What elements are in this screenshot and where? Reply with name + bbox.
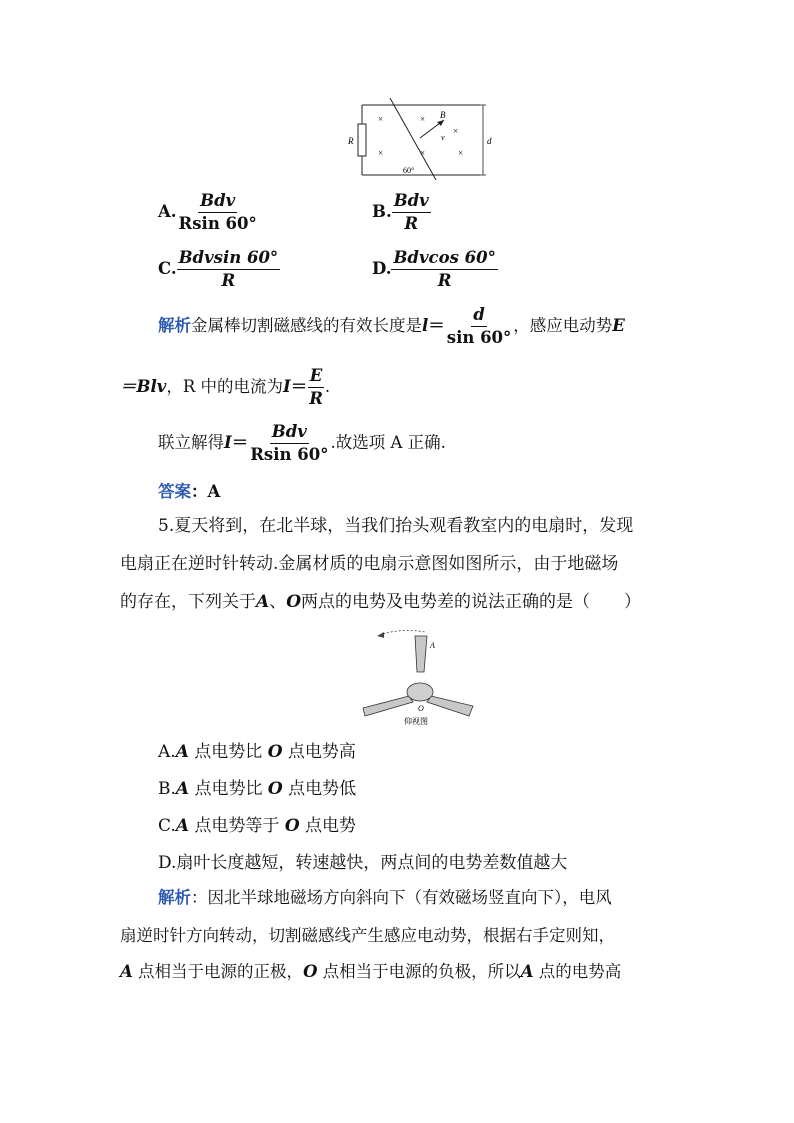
q5-option-d: D.扇叶长度越短，转速越快，两点间的电势差数值越大 bbox=[158, 853, 568, 873]
label-d: d bbox=[487, 136, 492, 146]
svg-text:×: × bbox=[378, 114, 384, 124]
option-c: C. $\frac{\text{Bdvsin 60°}}{R}$ bbox=[158, 248, 279, 290]
label-v: v bbox=[441, 133, 445, 142]
q5-option-a: A.A 点电势比 O 点电势高 bbox=[158, 742, 356, 762]
fan-label-O: O bbox=[418, 704, 424, 713]
q5-option-c: C.A 点电势等于 O 点电势 bbox=[158, 816, 357, 836]
svg-text:×: × bbox=[420, 114, 426, 124]
solution-line-1: 解析金属棒切割磁感线的有效长度是l＝ $\frac{d}{\sin 60^\circ}$ ，感应电动势E bbox=[158, 305, 625, 347]
label-B: B bbox=[440, 110, 446, 120]
fan-hub bbox=[407, 683, 433, 701]
q5-option-b: B.A 点电势比 O 点电势低 bbox=[158, 779, 357, 799]
solution-line-3: 联立解得I＝ $\frac{\text{Bdv}}{Rsin 60^\circ}$ .故选项 A 正确. bbox=[158, 422, 446, 464]
option-a: A. $\frac{\text{Bdv}}{Rsin 60^\circ}$ bbox=[158, 191, 257, 233]
q5-line-3: 的存在，下列关于A、O两点的电势及电势差的说法正确的是（ ） bbox=[120, 592, 642, 612]
q5-line-1: 5.夏天将到，在北半球，当我们抬头观看教室内的电扇时，发现 bbox=[158, 516, 634, 536]
q5-solution-line-2: 扇逆时针方向转动，切割磁感线产生感应电动势，根据右手定则知， bbox=[120, 926, 615, 945]
blade-left bbox=[363, 696, 413, 716]
svg-text:×: × bbox=[420, 148, 426, 158]
solution-line-2: ＝Blv，R 中的电流为I＝ $\frac{E}{R}$ . bbox=[120, 366, 331, 408]
label-angle: 60° bbox=[403, 166, 415, 175]
answer-line: 答案：A bbox=[158, 482, 221, 501]
resistor bbox=[358, 124, 366, 156]
label-R: R bbox=[348, 136, 354, 146]
q5-solution-line-3: A 点相当于电源的正极，O 点相当于电源的负极，所以A 点的电势高 bbox=[120, 962, 622, 981]
svg-text:×: × bbox=[458, 148, 464, 158]
option-b: B. $\frac{\text{Bdv}}{R}$ bbox=[372, 191, 429, 233]
circuit-figure bbox=[340, 98, 500, 180]
svg-text:×: × bbox=[453, 126, 459, 136]
q5-solution-line-1: 解析：因北半球地磁场方向斜向下（有效磁场竖直向下），电风 bbox=[158, 888, 612, 907]
fan-figure bbox=[355, 624, 480, 730]
q5-line-2: 电扇正在逆时针转动.金属材质的电扇示意图如图所示，由于地磁场 bbox=[120, 554, 619, 574]
fan-caption: 仰视图 bbox=[404, 717, 428, 726]
svg-text:×: × bbox=[378, 148, 384, 158]
fan-label-A: A bbox=[430, 641, 435, 650]
blade-right bbox=[427, 696, 473, 716]
blade-top bbox=[415, 636, 427, 672]
option-d: D. $\frac{\text{Bdvcos 60°}}{R}$ bbox=[372, 248, 496, 290]
